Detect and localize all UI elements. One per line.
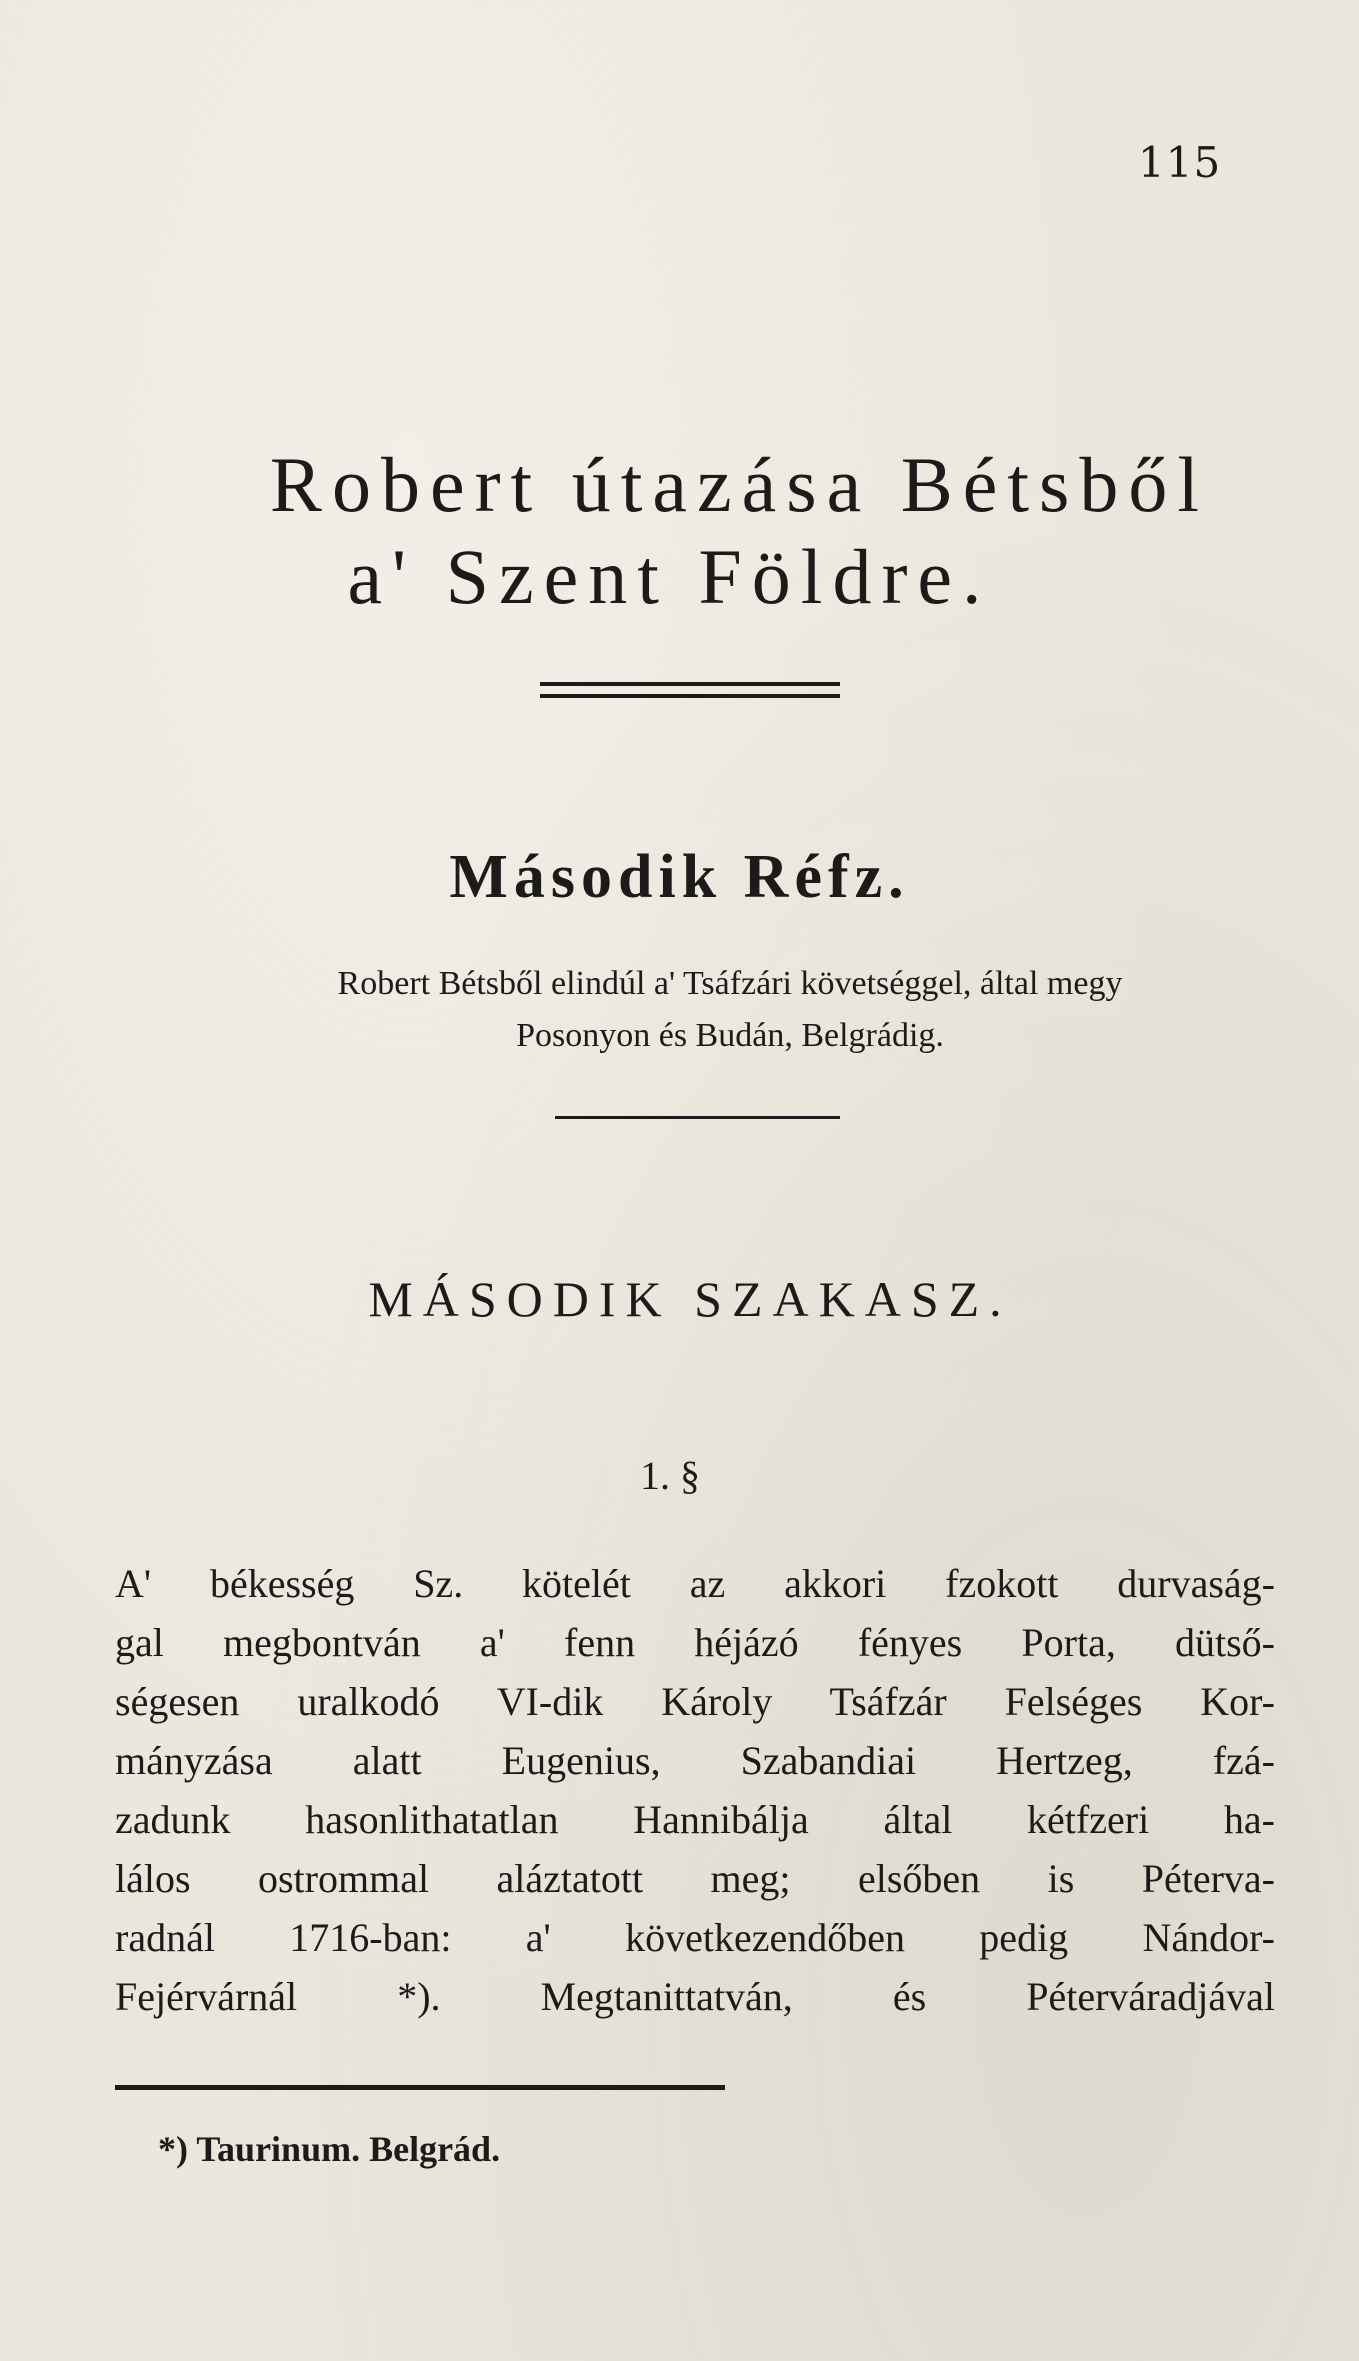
paragraph-number: 1. § (640, 1453, 700, 1498)
body-line: ségesen uralkodó VI-dik Károly Tsáfzár Felséges Kor- (115, 1679, 1275, 1724)
body-line: zadunk hasonlithatatlan Hannibálja által kétfzeri ha- (115, 1797, 1275, 1842)
double-rule-divider (540, 682, 840, 698)
part-heading: Második Réfz. (449, 843, 910, 911)
body-line: lálos ostrommal aláztatott meg; elsőben is Péterva- (115, 1856, 1275, 1901)
body-line: Fejérvárnál *). Megtanittatván, és Péterváradjával (115, 1974, 1275, 2019)
body-line: A' békesség Sz. kötelét az akkori fzokott durvaság- (115, 1561, 1275, 1606)
body-line: radnál 1716-ban: a' következendőben pedig Nándor- (115, 1915, 1275, 1960)
summary-line-2: Posonyon és Budán, Belgrádig. (516, 1017, 944, 1054)
body-paragraph (115, 1554, 1275, 2026)
chapter-title-line-1: Robert útazása Bétsből (269, 441, 1210, 528)
body-line: gal megbontván a' fenn héjázó fényes Porta, dütső- (115, 1620, 1275, 1665)
summary-line-1: Robert Bétsből elindúl a' Tsáfzári követséggel, által megy (337, 965, 1123, 1002)
footnote: *) Taurinum. Belgrád. (158, 2129, 501, 2169)
page-number: 115 (1138, 138, 1222, 187)
section-heading: MÁSODIK SZAKASZ. (368, 1271, 1012, 1327)
body-line: mányzása alatt Eugenius, Szabandiai Hertzeg, fzá- (115, 1738, 1275, 1783)
single-rule-divider (555, 1116, 840, 1119)
chapter-title-line-2: a' Szent Földre. (347, 533, 992, 620)
chapter-summary (160, 958, 1300, 1062)
footnote-rule (115, 2085, 725, 2090)
